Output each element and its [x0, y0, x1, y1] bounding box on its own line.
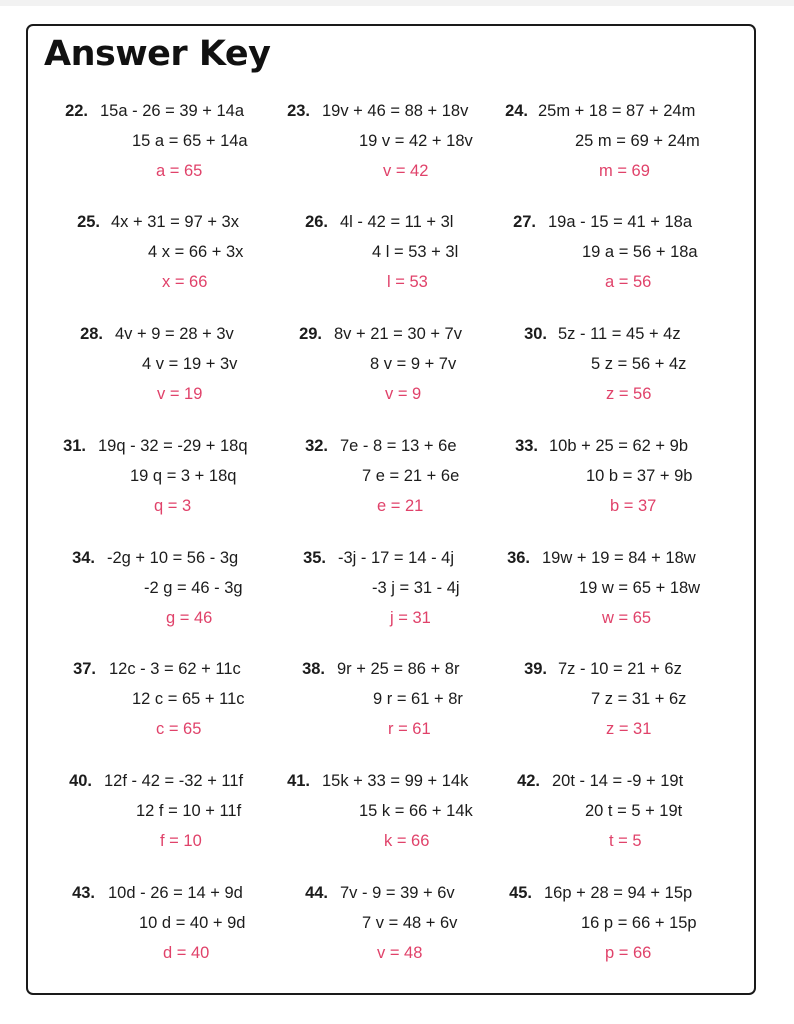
problem-answer: z = 56: [606, 385, 652, 403]
problem-number: 31.: [63, 437, 86, 455]
problem-equation: 4x + 31 = 97 + 3x: [111, 213, 239, 231]
problem-25: [44, 209, 274, 305]
problem-answer: j = 31: [390, 609, 431, 627]
problem-step: -2 g = 46 - 3g: [144, 579, 243, 597]
problem-38: [266, 656, 496, 752]
problem-42: [484, 768, 714, 864]
problem-equation: 12c - 3 = 62 + 11c: [109, 660, 241, 678]
problem-equation: 25m + 18 = 87 + 24m: [538, 102, 696, 120]
problem-step: 9 r = 61 + 8r: [373, 690, 463, 708]
problem-answer: a = 56: [605, 273, 652, 291]
problem-equation: 19w + 19 = 84 + 18w: [542, 549, 696, 567]
problem-step: 15 a = 65 + 14a: [132, 132, 248, 150]
problem-41: [266, 768, 496, 864]
problem-31: [44, 433, 274, 529]
problem-number: 36.: [507, 549, 530, 567]
problem-22: [44, 98, 274, 194]
problem-number: 28.: [80, 325, 103, 343]
problem-step: 7 v = 48 + 6v: [362, 914, 458, 932]
problem-step: -3 j = 31 - 4j: [372, 579, 460, 597]
problem-answer: q = 3: [154, 497, 192, 515]
problem-answer: f = 10: [160, 832, 202, 850]
problem-number: 43.: [72, 884, 95, 902]
problem-number: 32.: [305, 437, 328, 455]
problem-43: [44, 880, 274, 976]
problem-answer: l = 53: [387, 273, 428, 291]
problem-27: [484, 209, 714, 305]
problem-step: 4 v = 19 + 3v: [142, 355, 238, 373]
problem-answer: w = 65: [602, 609, 652, 627]
problem-30: [484, 321, 714, 417]
problem-answer: v = 9: [385, 385, 422, 403]
problem-equation: 20t - 14 = -9 + 19t: [552, 772, 684, 790]
problem-answer: e = 21: [377, 497, 424, 515]
problem-number: 40.: [69, 772, 92, 790]
problem-step: 19 v = 42 + 18v: [359, 132, 473, 150]
problem-number: 37.: [73, 660, 96, 678]
problem-step: 4 l = 53 + 3l: [372, 243, 459, 261]
problem-number: 41.: [287, 772, 310, 790]
problem-answer: t = 5: [609, 832, 642, 850]
problem-number: 39.: [524, 660, 547, 678]
problem-answer: v = 48: [377, 944, 423, 962]
problem-37: [44, 656, 274, 752]
problem-equation: 10d - 26 = 14 + 9d: [108, 884, 243, 902]
problem-equation: -2g + 10 = 56 - 3g: [107, 549, 239, 567]
problem-step: 7 z = 31 + 6z: [591, 690, 687, 708]
problem-answer: b = 37: [610, 497, 657, 515]
problem-equation: 8v + 21 = 30 + 7v: [334, 325, 462, 343]
problem-equation: 15a - 26 = 39 + 14a: [100, 102, 245, 120]
problem-equation: 9r + 25 = 86 + 8r: [337, 660, 460, 678]
problem-answer: c = 65: [156, 720, 202, 738]
problem-44: [266, 880, 496, 976]
problem-equation: 12f - 42 = -32 + 11f: [104, 772, 244, 790]
problem-step: 16 p = 66 + 15p: [581, 914, 697, 932]
problem-answer: r = 61: [388, 720, 431, 738]
problem-answer: m = 69: [599, 162, 650, 180]
problem-step: 12 c = 65 + 11c: [132, 690, 245, 708]
problem-32: [266, 433, 496, 529]
problem-answer: x = 66: [162, 273, 208, 291]
problem-number: 22.: [65, 102, 88, 120]
problem-number: 24.: [505, 102, 528, 120]
problem-number: 33.: [515, 437, 538, 455]
problem-step: 19 q = 3 + 18q: [130, 467, 237, 485]
problem-equation: 7v - 9 = 39 + 6v: [340, 884, 455, 902]
answer-key-card: [26, 24, 756, 995]
problem-step: 8 v = 9 + 7v: [370, 355, 457, 373]
problem-answer: d = 40: [163, 944, 210, 962]
problem-number: 45.: [509, 884, 532, 902]
problem-28: [44, 321, 274, 417]
problem-answer: v = 19: [157, 385, 203, 403]
problem-step: 10 d = 40 + 9d: [139, 914, 246, 932]
problem-answer: k = 66: [384, 832, 430, 850]
problem-equation: 4l - 42 = 11 + 3l: [340, 213, 454, 231]
problem-answer: a = 65: [156, 162, 203, 180]
problem-equation: 7e - 8 = 13 + 6e: [340, 437, 457, 455]
problem-equation: 19q - 32 = -29 + 18q: [98, 437, 248, 455]
problem-26: [266, 209, 496, 305]
problem-equation: 16p + 28 = 94 + 15p: [544, 884, 693, 902]
problem-number: 29.: [299, 325, 322, 343]
problem-33: [484, 433, 714, 529]
problem-answer: v = 42: [383, 162, 429, 180]
problem-step: 20 t = 5 + 19t: [585, 802, 683, 820]
page-top-strip: [0, 0, 794, 6]
problem-equation: 19v + 46 = 88 + 18v: [322, 102, 469, 120]
problem-answer: g = 46: [166, 609, 213, 627]
problem-40: [44, 768, 274, 864]
problem-step: 19 a = 56 + 18a: [582, 243, 698, 261]
problem-number: 42.: [517, 772, 540, 790]
problem-step: 15 k = 66 + 14k: [359, 802, 473, 820]
problem-36: [484, 545, 714, 641]
problem-number: 27.: [513, 213, 536, 231]
problem-step: 5 z = 56 + 4z: [591, 355, 687, 373]
problem-equation: 7z - 10 = 21 + 6z: [558, 660, 682, 678]
problem-number: 44.: [305, 884, 328, 902]
problem-29: [266, 321, 496, 417]
problem-number: 25.: [77, 213, 100, 231]
problem-24: [484, 98, 714, 194]
problem-equation: 5z - 11 = 45 + 4z: [558, 325, 681, 343]
problem-45: [484, 880, 714, 976]
problem-equation: 19a - 15 = 41 + 18a: [548, 213, 693, 231]
problem-35: [266, 545, 496, 641]
problem-step: 12 f = 10 + 11f: [136, 802, 242, 820]
problem-number: 30.: [524, 325, 547, 343]
problem-step: 7 e = 21 + 6e: [362, 467, 460, 485]
page-title: Answer Key: [44, 34, 271, 74]
problem-23: [266, 98, 496, 194]
problem-answer: z = 31: [606, 720, 652, 738]
problem-number: 38.: [302, 660, 325, 678]
problem-step: 4 x = 66 + 3x: [148, 243, 244, 261]
problem-step: 19 w = 65 + 18w: [579, 579, 701, 597]
problem-step: 25 m = 69 + 24m: [575, 132, 700, 150]
problem-number: 26.: [305, 213, 328, 231]
problem-39: [484, 656, 714, 752]
problem-answer: p = 66: [605, 944, 652, 962]
problem-equation: -3j - 17 = 14 - 4j: [338, 549, 455, 567]
problem-number: 35.: [303, 549, 326, 567]
problem-equation: 15k + 33 = 99 + 14k: [322, 772, 469, 790]
problem-number: 34.: [72, 549, 95, 567]
problem-equation: 10b + 25 = 62 + 9b: [549, 437, 689, 455]
problem-34: [44, 545, 274, 641]
problem-step: 10 b = 37 + 9b: [586, 467, 693, 485]
problem-number: 23.: [287, 102, 310, 120]
problem-equation: 4v + 9 = 28 + 3v: [115, 325, 234, 343]
